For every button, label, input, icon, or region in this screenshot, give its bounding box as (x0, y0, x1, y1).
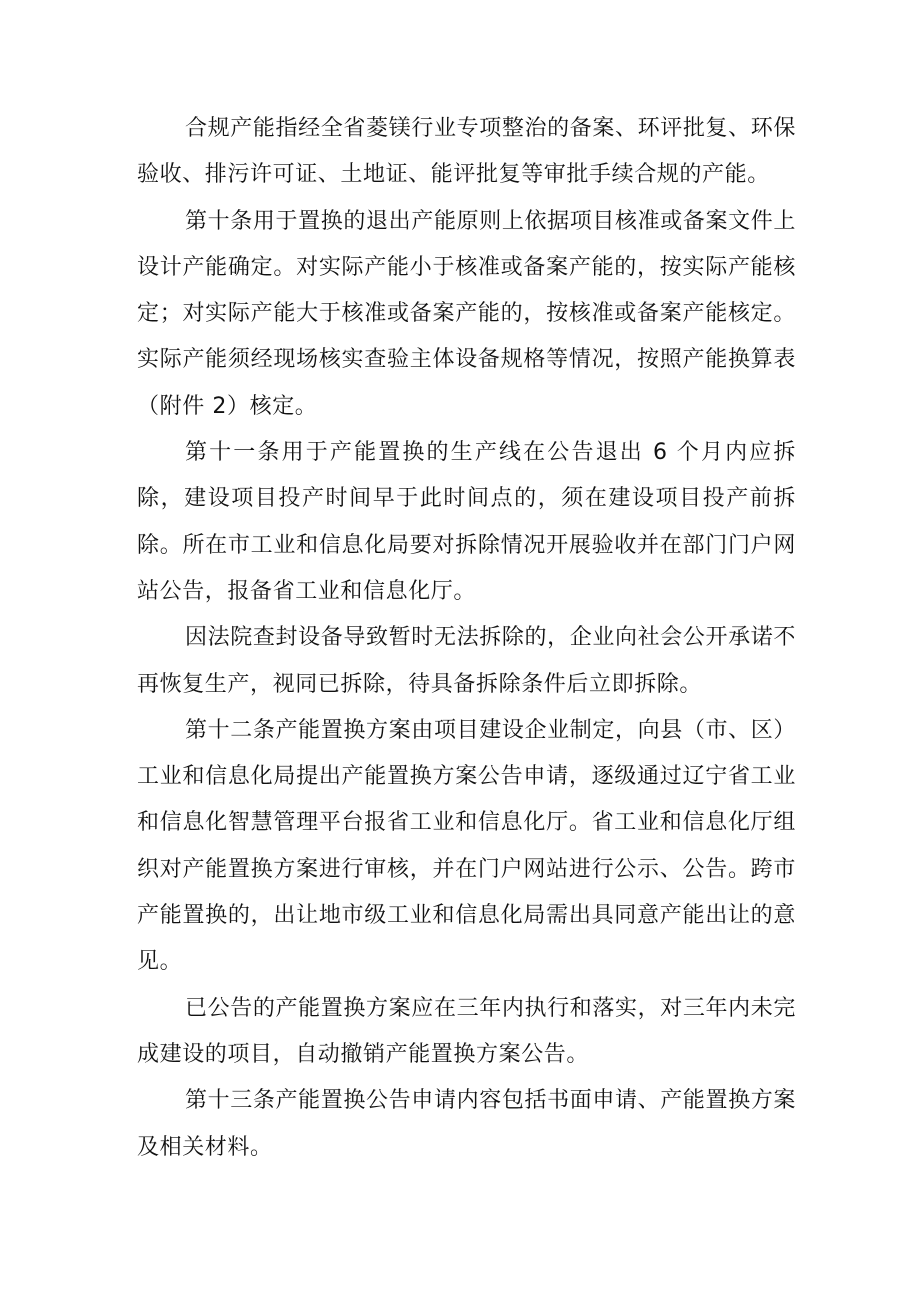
paragraph-compliant-capacity: 合规产能指经全省菱镁行业专项整治的备案、环评批复、环保验收、排污许可证、土地证、能评批复等审批手续合规的产能。 (137, 116, 796, 188)
paragraph-article-13: 第十三条产能置换公告申请内容包括书面申请、产能置换方案及相关材料。 (137, 1088, 796, 1160)
paragraph-three-year-limit: 已公告的产能置换方案应在三年内执行和落实，对三年内未完成建设的项目，自动撤销产能置换方案公告。 (137, 995, 796, 1067)
paragraph-article-12: 第十二条产能置换方案由项目建设企业制定，向县（市、区）工业和信息化局提出产能置换方案公告申请，逐级通过辽宁省工业和信息化智慧管理平台报省工业和信息化厅。省工业和信息化厅组织对产能置换方案进行审核，并在门户网站进行公示、公告。跨市产能置换的，出让地市级工业和信息化局需出具同意产能出让的意见。 (137, 717, 796, 975)
paragraph-article-10: 第十条用于置换的退出产能原则上依据项目核准或备案文件上设计产能确定。对实际产能小于核准或备案产能的，按实际产能核定；对实际产能大于核准或备案产能的，按核准或备案产能核定。实际产能须经现场核实查验主体设备规格等情况，按照产能换算表（附件 2）核定。 (137, 208, 796, 419)
paragraph-court-seizure: 因法院查封设备导致暂时无法拆除的，企业向社会公开承诺不再恢复生产，视同已拆除，待具备拆除条件后立即拆除。 (137, 625, 796, 697)
paragraph-article-11: 第十一条用于产能置换的生产线在公告退出 6 个月内应拆除，建设项目投产时间早于此时间点的，须在建设项目投产前拆除。所在市工业和信息化局要对拆除情况开展验收并在部门门户网站公告，报备省工业和信息化厅。 (137, 440, 796, 604)
